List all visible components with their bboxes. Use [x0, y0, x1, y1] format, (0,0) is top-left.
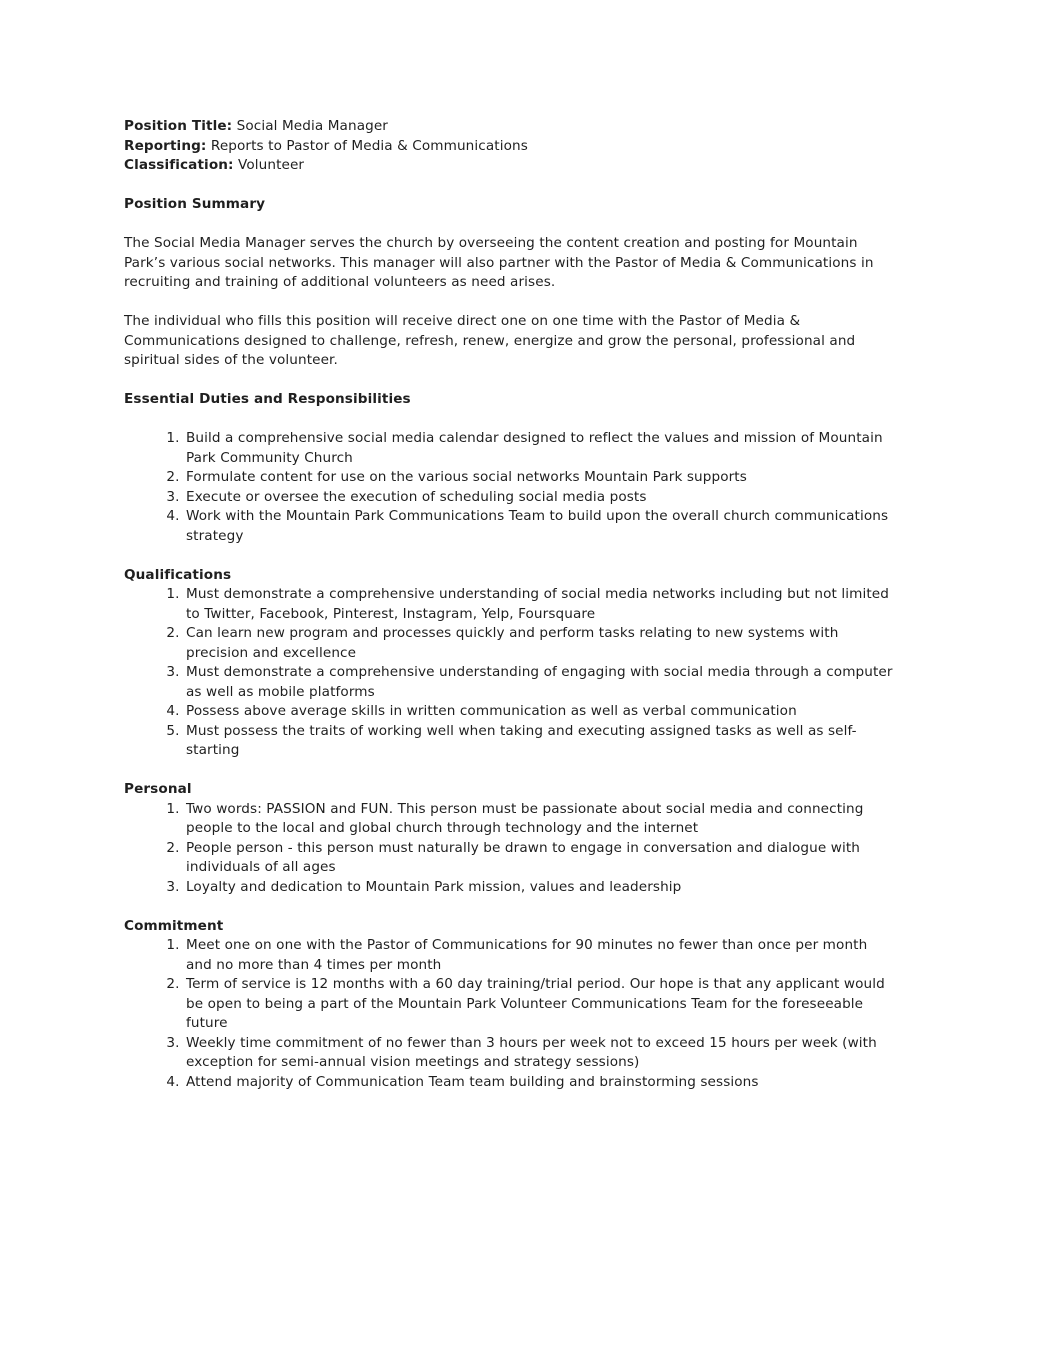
section-heading-position-summary: Position Summary	[124, 196, 266, 212]
field-label: Classification:	[124, 157, 234, 173]
list-item: 5. Must possess the traits of working well when taking and executing assigned tasks as well as self-starting	[184, 722, 894, 761]
list-item: 4. Work with the Mountain Park Communications Team to build upon the overall church communications strategy	[184, 507, 894, 546]
list-item: 2. Formulate content for use on the various social networks Mountain Park supports	[184, 468, 894, 488]
field-value: Reports to Pastor of Media & Communications	[210, 137, 528, 154]
list-item: 1. Build a comprehensive social media calendar designed to reflect the values and mission of Mountain Park Community Church	[184, 429, 894, 468]
field-reporting	[124, 137, 894, 157]
commitment-list	[124, 936, 894, 1092]
list-item: 4. Attend majority of Communication Team team building and brainstorming sessions	[184, 1073, 894, 1093]
list-item: 3. Loyalty and dedication to Mountain Park mission, values and leadership	[184, 878, 894, 898]
list-item: 3. Must demonstrate a comprehensive understanding of engaging with social media through a computer as well as mobile platforms	[184, 663, 894, 702]
list-item: 2. People person - this person must naturally be drawn to engage in conversation and dialogue with individuals of all ages	[184, 839, 894, 878]
list-item: 4. Possess above average skills in written communication as well as verbal communication	[184, 702, 894, 722]
field-position-title	[124, 117, 894, 137]
section-heading-essential-duties: Essential Duties and Responsibilities	[124, 391, 411, 407]
section-heading-commitment: Commitment	[124, 917, 224, 934]
field-value: Volunteer	[238, 157, 305, 173]
section-heading-qualifications: Qualifications	[124, 566, 232, 583]
list-item: 2. Can learn new program and processes quickly and perform tasks relating to new systems with precision and excellence	[184, 624, 894, 663]
position-summary-paragraph-2: The individual who fills this position will receive direct one on one time with the Pastor of Media & Communications designed to challenge, refresh, renew, energize and grow the personal, professional and spiritual sides of the volunteer.	[124, 313, 856, 368]
personal-list	[124, 800, 894, 898]
field-classification	[124, 156, 894, 176]
position-summary-paragraph-1: The Social Media Manager serves the church by overseeing the content creation and posting for Mountain Park’s various social networks. This manager will also partner with the Pastor of Media & Communications in recruiting and training of additional volunteers as need arises.	[124, 235, 874, 290]
section-heading-personal: Personal	[124, 781, 192, 797]
header-fields	[124, 117, 894, 176]
list-item: 3. Weekly time commitment of no fewer than 3 hours per week not to exceed 15 hours per week (with exception for semi-annual vision meetings and strategy sessions)	[184, 1034, 894, 1073]
list-item: 3. Execute or oversee the execution of scheduling social media posts	[184, 488, 894, 508]
field-label: Position Title:	[124, 118, 233, 134]
list-item: 1. Must demonstrate a comprehensive understanding of social media networks including but not limited to Twitter, Facebook, Pinterest, Instagram, Yelp, Foursquare	[184, 585, 894, 624]
field-label: Reporting:	[124, 137, 207, 154]
list-item: 2. Term of service is 12 months with a 60 day training/trial period. Our hope is that any applicant would be open to being a part of the Mountain Park Volunteer Communications Team for the foreseeable future	[184, 975, 894, 1034]
field-value: Social Media Manager	[236, 118, 388, 134]
list-item: 1. Meet one on one with the Pastor of Communications for 90 minutes no fewer than once per month and no more than 4 times per month	[184, 936, 894, 975]
qualifications-list	[124, 585, 894, 761]
essential-duties-list	[124, 429, 894, 546]
list-item: 1. Two words: PASSION and FUN. This person must be passionate about social media and connecting people to the local and global church through technology and the internet	[184, 800, 894, 839]
